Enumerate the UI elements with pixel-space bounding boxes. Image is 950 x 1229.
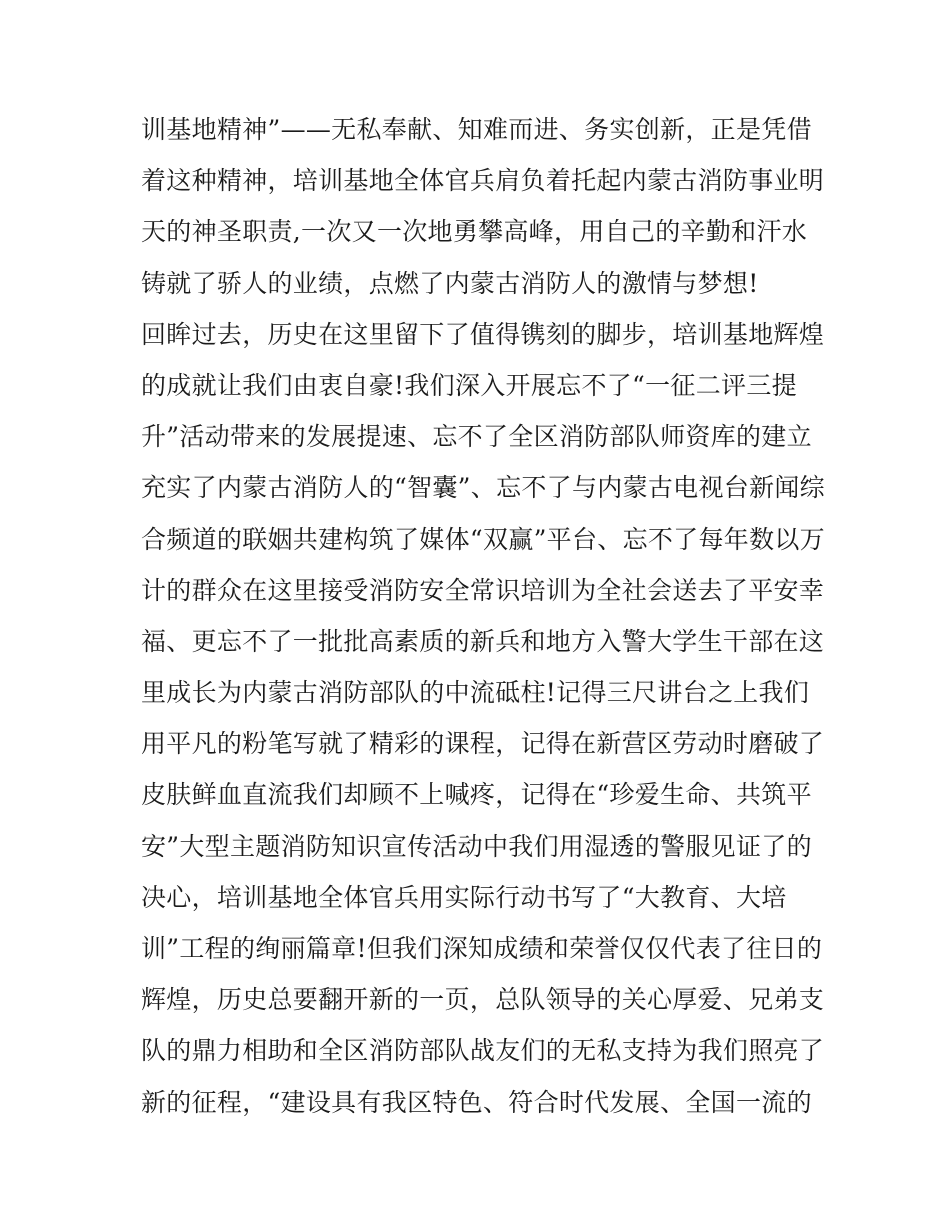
body-text: [141, 108, 831, 1132]
text-line: 计的群众在这里接受消防安全常识培训为全社会送去了平安幸: [141, 575, 825, 605]
text-line: 安”大型主题消防知识宣传活动中我们用湿透的警服见证了的: [141, 831, 812, 861]
text-line: 升”活动带来的发展提速、忘不了全区消防部队师资库的建立: [141, 422, 812, 452]
text-line: 合频道的联姻共建构筑了媒体“双赢”平台、忘不了每年数以万: [141, 524, 825, 554]
text-line: 决心，培训基地全体官兵用实际行动书写了“大教育、大培: [141, 882, 787, 912]
text-line: 充实了内蒙古消防人的“智囊”、忘不了与内蒙古电视台新闻综: [141, 473, 825, 503]
text-line: 回眸过去，历史在这里留下了值得镌刻的脚步，培训基地辉煌: [141, 319, 825, 349]
text-line: 的成就让我们由衷自豪!我们深入开展忘不了“一征二评三提: [141, 370, 797, 400]
text-line: 里成长为内蒙古消防部队的中流砥柱!记得三尺讲台之上我们: [141, 678, 810, 708]
text-line: 队的鼎力相助和全区消防部队战友们的无私支持为我们照亮了: [141, 1036, 825, 1066]
text-line: 福、更忘不了一批批高素质的新兵和地方入警大学生干部在这: [141, 626, 825, 656]
text-line: 新的征程，“建设具有我区特色、符合时代发展、全国一流的: [141, 1087, 812, 1117]
text-line: 皮肤鲜血直流我们却顾不上喊疼，记得在“珍爱生命、共筑平: [141, 780, 812, 810]
text-line: 训”工程的绚丽篇章!但我们深知成绩和荣誉仅仅代表了往日的: [141, 934, 823, 963]
text-line: 铸就了骄人的业绩，点燃了内蒙古消防人的激情与梦想!: [141, 268, 759, 298]
text-line: 辉煌，历史总要翻开新的一页，总队领导的关心厚爱、兄弟支: [141, 985, 825, 1015]
text-line: 天的神圣职责,一次又一次地勇攀高峰，用自己的辛勤和汗水: [141, 217, 808, 247]
text-line: 用平凡的粉笔写就了精彩的课程，记得在新营区劳动时磨破了: [141, 729, 825, 759]
text-line: 训基地精神”——无私奉献、知难而进、务实创新，正是凭借: [141, 115, 812, 144]
text-line: 着这种精神，培训基地全体官兵肩负着托起内蒙古消防事业明: [141, 166, 825, 196]
